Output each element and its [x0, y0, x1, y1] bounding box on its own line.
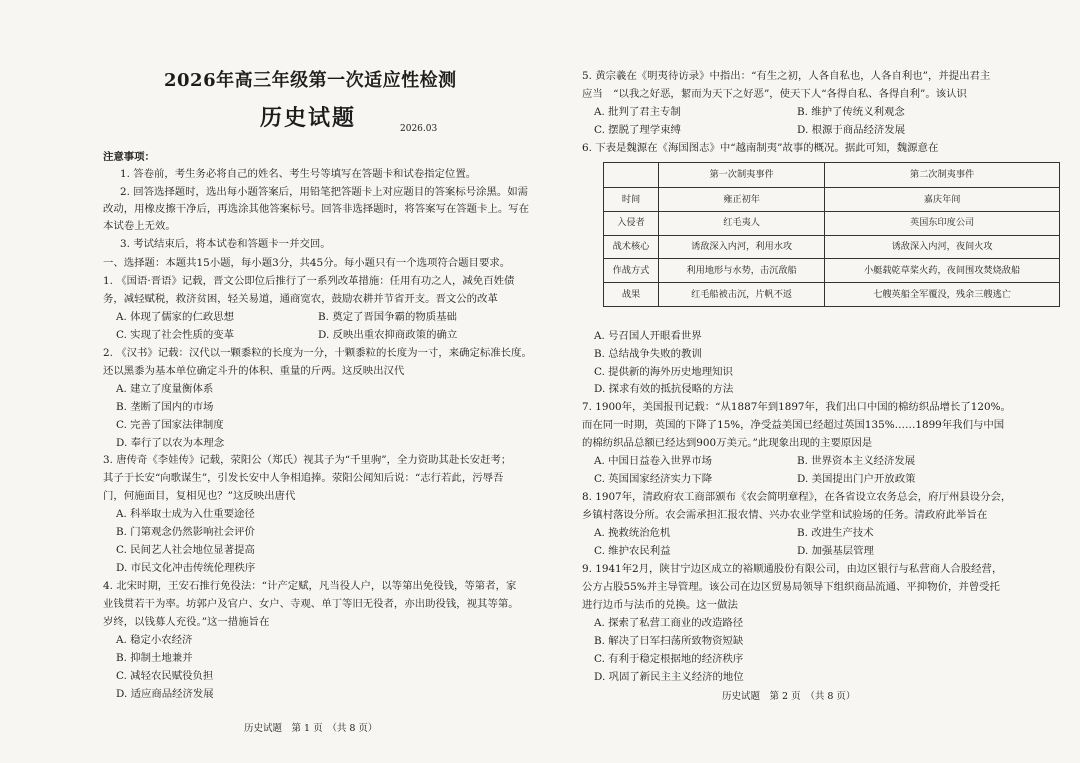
notice-heading: 注意事项： [103, 151, 155, 163]
notice-line: 本试卷上无效。 [103, 220, 176, 232]
option-b: B. 总结战争失败的教训 [594, 348, 702, 360]
table-cell: 诱敌深入内河，夜间火攻 [825, 235, 1060, 259]
table-header-cell: 第一次制夷事件 [659, 163, 825, 188]
option-c: C. 完善了国家法律制度 [116, 419, 224, 431]
option-b: B. 抑制土地兼并 [116, 652, 193, 664]
option-a: A. 稳定小农经济 [116, 634, 193, 646]
table-row [604, 188, 1060, 212]
option-b: B. 门第观念仍然影响社会评价 [116, 526, 255, 538]
table-row [604, 235, 1060, 259]
option-c: C. 维护农民利益 [594, 545, 671, 557]
table-row [604, 259, 1060, 283]
notice-line: 2. 回答选择题时，选出每小题答案后，用铅笔把答题卡上对应题目的答案标号涂黑。如需 [120, 186, 529, 198]
option-d: D. 探求有效的抵抗侵略的方法 [594, 383, 734, 395]
question-stem: 8. 1907年，清政府农工商部颁布《农会简明章程》，在各省设立农务总会，府厅州县设分会， [582, 491, 1012, 503]
option-d: D. 根源于商品经济发展 [797, 124, 906, 136]
exam-page-2 [540, 0, 1080, 763]
option-d: D. 巩固了新民主主义经济的地位 [594, 671, 744, 683]
question-stem: 乡镇村落设分所。农会需承担汇报农情、兴办农业学堂和试验场的任务。清政府此举旨在 [582, 509, 988, 521]
option-b: B. 维护了传统义利观念 [797, 106, 905, 118]
table-row [604, 211, 1060, 235]
question-stem: 6. 下表是魏源在《海国图志》中“越南制夷”故事的概况。据此可知，魏源意在 [582, 142, 939, 154]
table-row-label: 时间 [604, 188, 659, 212]
option-d: D. 美国提出门户开放政策 [797, 473, 916, 485]
option-c: C. 摆脱了理学束缚 [594, 124, 681, 136]
option-d: D. 反映出重农抑商政策的确立 [318, 329, 458, 341]
question-stem: 公方占股55%并主导管理。该公司在边区贸易局领导下组织商品流通、平抑物价，并曾受托 [582, 581, 1000, 593]
question-stem: 门，何施面目，复相见也？”这反映出唐代 [103, 490, 296, 502]
table-cell: 英国东印度公司 [825, 211, 1060, 235]
option-b: B. 改进生产技术 [797, 527, 874, 539]
option-a: A. 建立了度量衡体系 [116, 383, 214, 395]
table-header-cell [604, 163, 659, 188]
question-stem: 岁终，以钱募人充役。”这一措施旨在 [103, 616, 270, 628]
question-stem: 其子于长安“向歌谋生”，引发长安中人争相追捧。荥阳公闻知后说：“志行若此，污辱吾 [103, 472, 504, 484]
question-stem: 2. 《汉书》记载：汉代以一颗黍粒的长度为一分，十颗黍粒的长度为一寸，来确定标准长度。 [103, 347, 532, 359]
option-c: C. 有利于稳定根据地的经济秩序 [594, 653, 744, 665]
notice-line: 3. 考试结束后，将本试卷和答题卡一并交回。 [120, 238, 331, 250]
question-stem: 5. 黄宗羲在《明夷待访录》中指出：“有生之初，人各自私也，人各自利也”，并提出君主 [582, 70, 991, 82]
question-stem: 业钱贯若干为率。坊郭户及官户、女户、寺观、单丁等旧无役者，亦出助役钱，视其等第。 [103, 598, 519, 610]
table-cell: 嘉庆年间 [825, 188, 1060, 212]
table-cell: 雍正初年 [659, 188, 825, 212]
table-cell: 小艇载乾草桨火药，夜间围攻焚烧敌船 [825, 259, 1060, 283]
question-stem: 应当 “以我之好恶，絜而为天下之好恶”，使天下人“各得自私、各得自利”。该认识 [582, 88, 967, 100]
exam-title: 2026年高三年级第一次适应性检测 [164, 70, 457, 91]
question-stem: 还以黑黍为基本单位确定斗升的体积、重量的斤两。这反映出汉代 [103, 365, 405, 377]
option-b: B. 解决了日军扫荡所致物资短缺 [594, 635, 744, 647]
exam-subject: 历史试题 [260, 105, 357, 131]
option-c: C. 实现了社会性质的变革 [116, 329, 235, 341]
question-stem: 9. 1941年2月，陕甘宁边区成立的裕顺通股份有限公司，由边区银行与私营商人合股经营， [582, 563, 1003, 575]
page-footer: 历史试题 第 1 页 （共 8 页） [244, 723, 378, 734]
option-c: C. 民间艺人社会地位显著提高 [116, 544, 255, 556]
option-b: B. 垄断了国内的市场 [116, 401, 214, 413]
table-row-label: 入侵者 [604, 211, 659, 235]
page-footer: 历史试题 第 2 页 （共 8 页） [722, 691, 856, 702]
option-a: A. 号召国人开眼看世界 [594, 330, 702, 342]
question-stem: 进行边币与法币的兑换。这一做法 [582, 599, 738, 611]
weiyuan-table [603, 162, 1060, 307]
option-c: C. 英国国家经济实力下降 [594, 473, 713, 485]
question-stem: 7. 1900年，美国报刊记载：“从1887年到1897年，我们出口中国的棉纺织品增长了120%。 [582, 401, 1011, 413]
question-stem: 4. 北宋时期，王安石推行免役法：“计产定赋，凡当役人户，以等第出免役钱，等第者，家 [103, 580, 517, 592]
option-a: A. 科举取士成为入仕重要途径 [116, 508, 255, 520]
option-b: B. 世界资本主义经济发展 [797, 455, 916, 467]
section-heading: 一、选择题：本题共15小题，每小题3分，共45分。每小题只有一个选项符合题目要求。 [103, 257, 511, 269]
table-cell: 诱敌深入内河，利用水攻 [659, 235, 825, 259]
option-c: C. 提供新的海外历史地理知识 [594, 366, 733, 378]
question-stem: 3. 唐传奇《李娃传》记载，荥阳公（郑氏）视其子为“千里驹”，全力资助其赴长安赶考； [103, 454, 512, 466]
table-cell: 红毛夷人 [659, 211, 825, 235]
table-row [604, 283, 1060, 307]
option-a: A. 中国日益卷入世界市场 [594, 455, 713, 467]
question-stem: 1. 《国语·晋语》记载，晋文公即位后推行了一系列改革措施：任用有功之人，减免百姓债 [103, 275, 515, 287]
exam-date: 2026.03 [400, 124, 438, 134]
table-row-label: 作战方式 [604, 259, 659, 283]
option-a: A. 体现了儒家的仁政思想 [116, 311, 235, 323]
table-row-label: 战术核心 [604, 235, 659, 259]
notice-line: 1. 答卷前，考生务必将自己的姓名、考生号等填写在答题卡和试卷指定位置。 [120, 168, 477, 180]
table-header-cell: 第二次制夷事件 [825, 163, 1060, 188]
notice-line: 改动，用橡皮擦干净后，再选涂其他答案标号。回答非选择题时，将答案写在答题卡上。写在 [103, 203, 530, 215]
option-a: A. 探索了私营工商业的改造路径 [594, 617, 744, 629]
table-cell: 利用地形与水势，击沉敌船 [659, 259, 825, 283]
table-header-row [604, 163, 1060, 188]
option-d: D. 奉行了以农为本理念 [116, 437, 225, 449]
table-cell: 红毛船被击沉，片帆不返 [659, 283, 825, 307]
table-cell: 七艘英船全军覆没，残余三艘逃亡 [825, 283, 1060, 307]
option-a: A. 批判了君主专制 [594, 106, 681, 118]
option-d: D. 市民文化冲击传统伦理秩序 [116, 562, 256, 574]
question-stem: 务，减轻赋税，救济贫困，轻关易道，通商宽农，鼓励农耕并节省开支。晋文公的改革 [103, 293, 498, 305]
option-c: C. 减轻农民赋役负担 [116, 670, 214, 682]
table-row-label: 战果 [604, 283, 659, 307]
option-a: A. 挽救统治危机 [594, 527, 671, 539]
question-stem: 而在同一时期，英国的下降了15%，净受益美国已经超过英国135%……1899年我们与中国 [582, 419, 1005, 431]
option-b: B. 奠定了晋国争霸的物质基础 [318, 311, 457, 323]
option-d: D. 加强基层管理 [797, 545, 874, 557]
question-stem: 的棉纺织品总额已经达到900万美元。”此现象出现的主要原因是 [582, 437, 873, 449]
option-d: D. 适应商品经济发展 [116, 688, 214, 700]
